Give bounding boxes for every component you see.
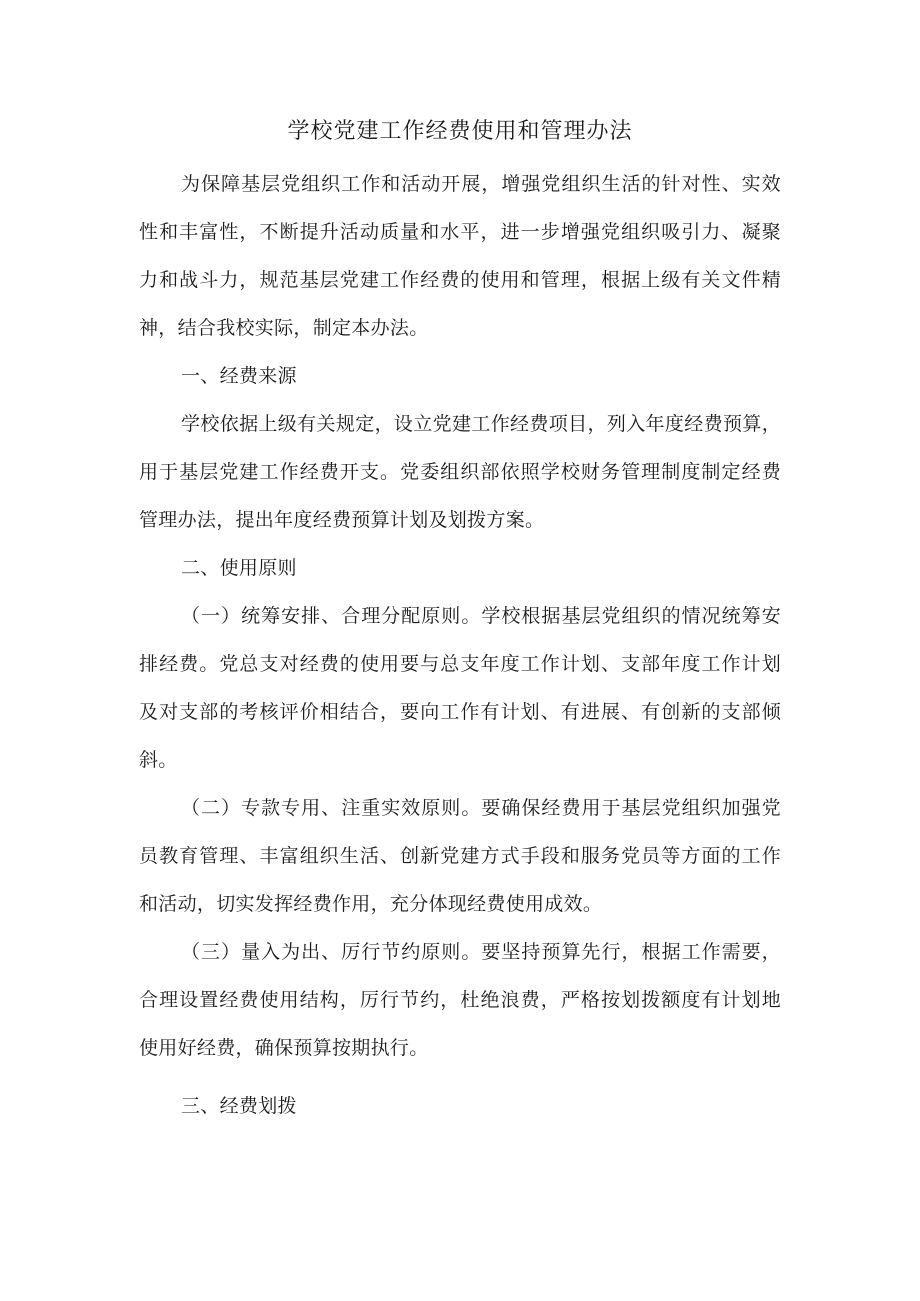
paragraph-line: 斜。 bbox=[139, 749, 178, 771]
paragraph-line: 使用好经费，确保预算按期执行。 bbox=[139, 1037, 429, 1059]
paragraph-line: 及对支部的考核评价相结合，要向工作有计划、有进展、有创新的支部倾 bbox=[139, 701, 781, 723]
paragraph-line: （一）统筹安排、合理分配原则。学校根据基层党组织的情况统筹安 bbox=[181, 605, 781, 627]
section-heading-1: 一、经费来源 bbox=[181, 365, 297, 387]
section2-paragraph-1 bbox=[139, 592, 781, 784]
paragraph-line: 排经费。党总支对经费的使用要与总支年度工作计划、支部年度工作计划 bbox=[139, 653, 781, 675]
paragraph-line: 合理设置经费使用结构，厉行节约，杜绝浪费，严格按划拨额度有计划地 bbox=[139, 989, 781, 1011]
paragraph-line: 学校依据上级有关规定，设立党建工作经费项目，列入年度经费预算， bbox=[181, 413, 781, 435]
paragraph-line: 力和战斗力，规范基层党建工作经费的使用和管理，根据上级有关文件精 bbox=[139, 269, 781, 291]
paragraph-line: 为保障基层党组织工作和活动开展，增强党组织生活的针对性、实效 bbox=[181, 173, 781, 195]
paragraph-line: 管理办法，提出年度经费预算计划及划拨方案。 bbox=[139, 509, 545, 531]
intro-paragraph bbox=[139, 160, 781, 352]
paragraph-line: 和活动，切实发挥经费作用，充分体现经费使用成效。 bbox=[139, 893, 603, 915]
paragraph-line: 性和丰富性，不断提升活动质量和水平，进一步增强党组织吸引力、凝聚 bbox=[139, 221, 781, 243]
paragraph-line: 神，结合我校实际，制定本办法。 bbox=[139, 317, 429, 339]
paragraph-line: 员教育管理、丰富组织生活、创新党建方式手段和服务党员等方面的工作 bbox=[139, 845, 781, 867]
section-heading-3: 三、经费划拨 bbox=[181, 1095, 297, 1117]
document-title: 学校党建工作经费使用和管理办法 bbox=[287, 119, 633, 144]
paragraph-line: （二）专款专用、注重实效原则。要确保经费用于基层党组织加强党 bbox=[181, 797, 781, 819]
paragraph-line: 用于基层党建工作经费开支。党委组织部依照学校财务管理制度制定经费 bbox=[139, 461, 781, 483]
paragraph-line: （三）量入为出、厉行节约原则。要坚持预算先行，根据工作需要， bbox=[181, 941, 781, 963]
section2-paragraph-2 bbox=[139, 784, 781, 928]
section-heading-2: 二、使用原则 bbox=[181, 557, 297, 579]
section2-paragraph-3 bbox=[139, 928, 781, 1072]
section1-paragraph bbox=[139, 400, 781, 544]
